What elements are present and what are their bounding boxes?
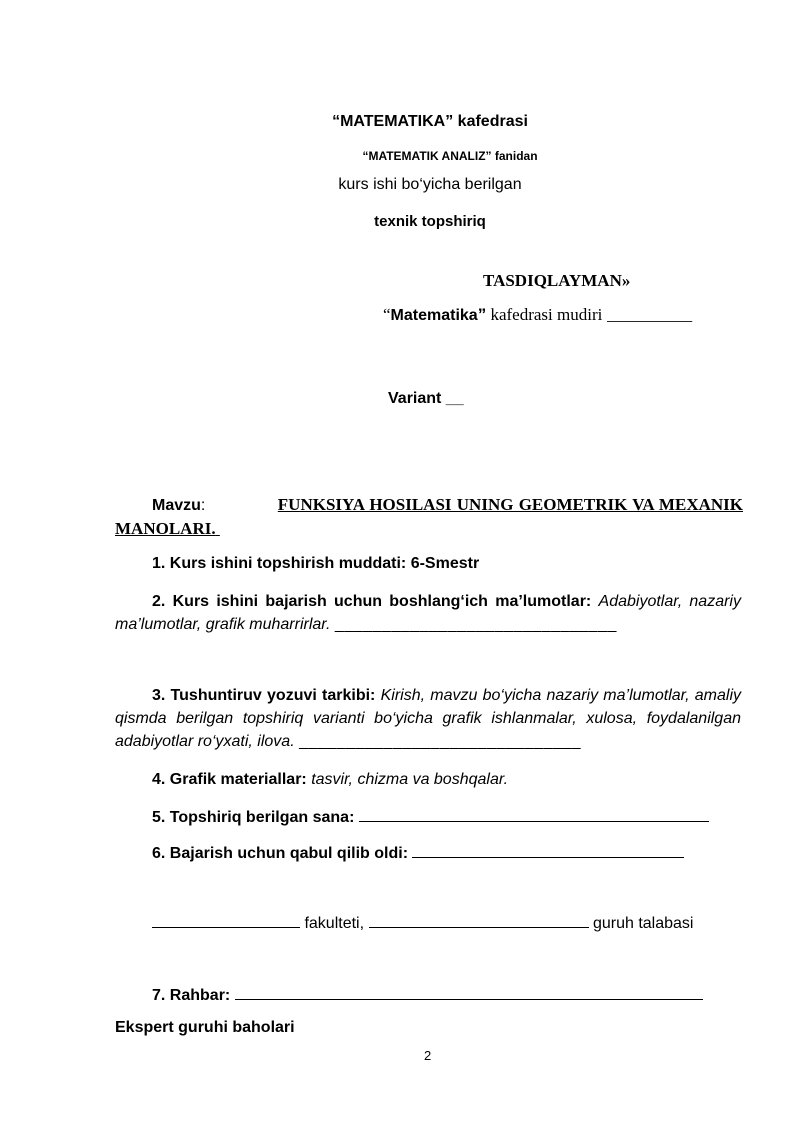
item-3-text: Kirish, mavzu bo‘yicha nazariy ma’lumotlar, amaliy qismda berilgan topshiriq varianti bo‘yicha grafik ishlanmalar, xulosa, foydalanilgan adabiyotlar ro‘yxati, ilova. bbox=[115, 687, 742, 750]
faculty-label: fakulteti, bbox=[304, 915, 365, 932]
item-3-label: 3. Tushuntiruv yozuvi tarkibi: bbox=[152, 687, 376, 704]
item-7-supervisor bbox=[152, 985, 703, 1005]
topic-title-line2 bbox=[115, 519, 220, 539]
item-6-label: 6. Bajarish uchun qabul qilib oldi: bbox=[152, 845, 409, 862]
item-4-text: tasvir, chizma va boshqalar. bbox=[311, 771, 509, 788]
topic-title-line1: FUNKSIYA HOSILASI UNING GEOMETRIK VA MEXANIK bbox=[277, 495, 743, 514]
group-label: guruh talabasi bbox=[592, 915, 694, 932]
course-work-line: kurs ishi bo‘yicha berilgan bbox=[338, 176, 522, 193]
item-2-label: 2. Kurs ishini bajarish uchun boshlang‘ich ma’lumotlar: bbox=[152, 593, 592, 610]
variant-label: Variant __ bbox=[388, 390, 464, 407]
technical-assignment-title: texnik topshiriq bbox=[374, 213, 486, 230]
approval-rest: kafedrasi mudiri bbox=[486, 305, 603, 324]
department-title: “MATEMATIKA” kafedrasi bbox=[332, 113, 528, 130]
item-4-label: 4. Grafik materiallar: bbox=[152, 771, 307, 788]
supervisor-blank[interactable] bbox=[235, 985, 703, 1000]
faculty-blank[interactable] bbox=[152, 913, 300, 928]
topic-title-line2-text: MANOLARI. bbox=[115, 519, 216, 538]
topic-colon: : bbox=[200, 497, 206, 514]
expert-group-heading: Ekspert guruhi baholari bbox=[115, 1019, 295, 1036]
item-5-label: 5. Topshiriq berilgan sana: bbox=[152, 809, 355, 826]
item-6-name-blank[interactable] bbox=[412, 843, 684, 858]
approval-open-quote: “ bbox=[383, 305, 391, 324]
item-6-accepted-by bbox=[152, 843, 684, 863]
page-number: 2 bbox=[424, 1048, 432, 1063]
item-2-initial-data bbox=[115, 590, 741, 636]
approval-title: TASDIQLAYMAN» bbox=[483, 271, 631, 290]
topic-line bbox=[115, 495, 743, 515]
item-4-graphic-materials bbox=[152, 771, 508, 789]
student-faculty-line bbox=[152, 913, 693, 933]
group-blank[interactable] bbox=[369, 913, 589, 928]
approval-signature-blank: __________ bbox=[607, 305, 693, 324]
topic-label: Mavzu bbox=[152, 497, 201, 514]
subject-title: “MATEMATIK ANALIZ” fanidan bbox=[362, 149, 538, 163]
item-3-explanatory-note bbox=[115, 684, 741, 753]
item-3-blank: ______________________________ bbox=[299, 733, 582, 750]
approval-dept-name: Matematika bbox=[390, 307, 478, 324]
item-5-issue-date bbox=[152, 807, 709, 827]
item-1-deadline: 1. Kurs ishini topshirish muddati: 6-Smestr bbox=[152, 555, 480, 572]
item-2-blank: ______________________________ bbox=[334, 616, 617, 633]
item-5-date-blank[interactable] bbox=[359, 807, 709, 822]
item-7-label: 7. Rahbar: bbox=[152, 987, 231, 1004]
approval-close-quote: ” bbox=[477, 305, 487, 324]
item-2-text: Adabiyotlar, nazariy ma’lumotlar, grafik muharrirlar. bbox=[115, 593, 741, 633]
approval-line bbox=[383, 305, 692, 325]
